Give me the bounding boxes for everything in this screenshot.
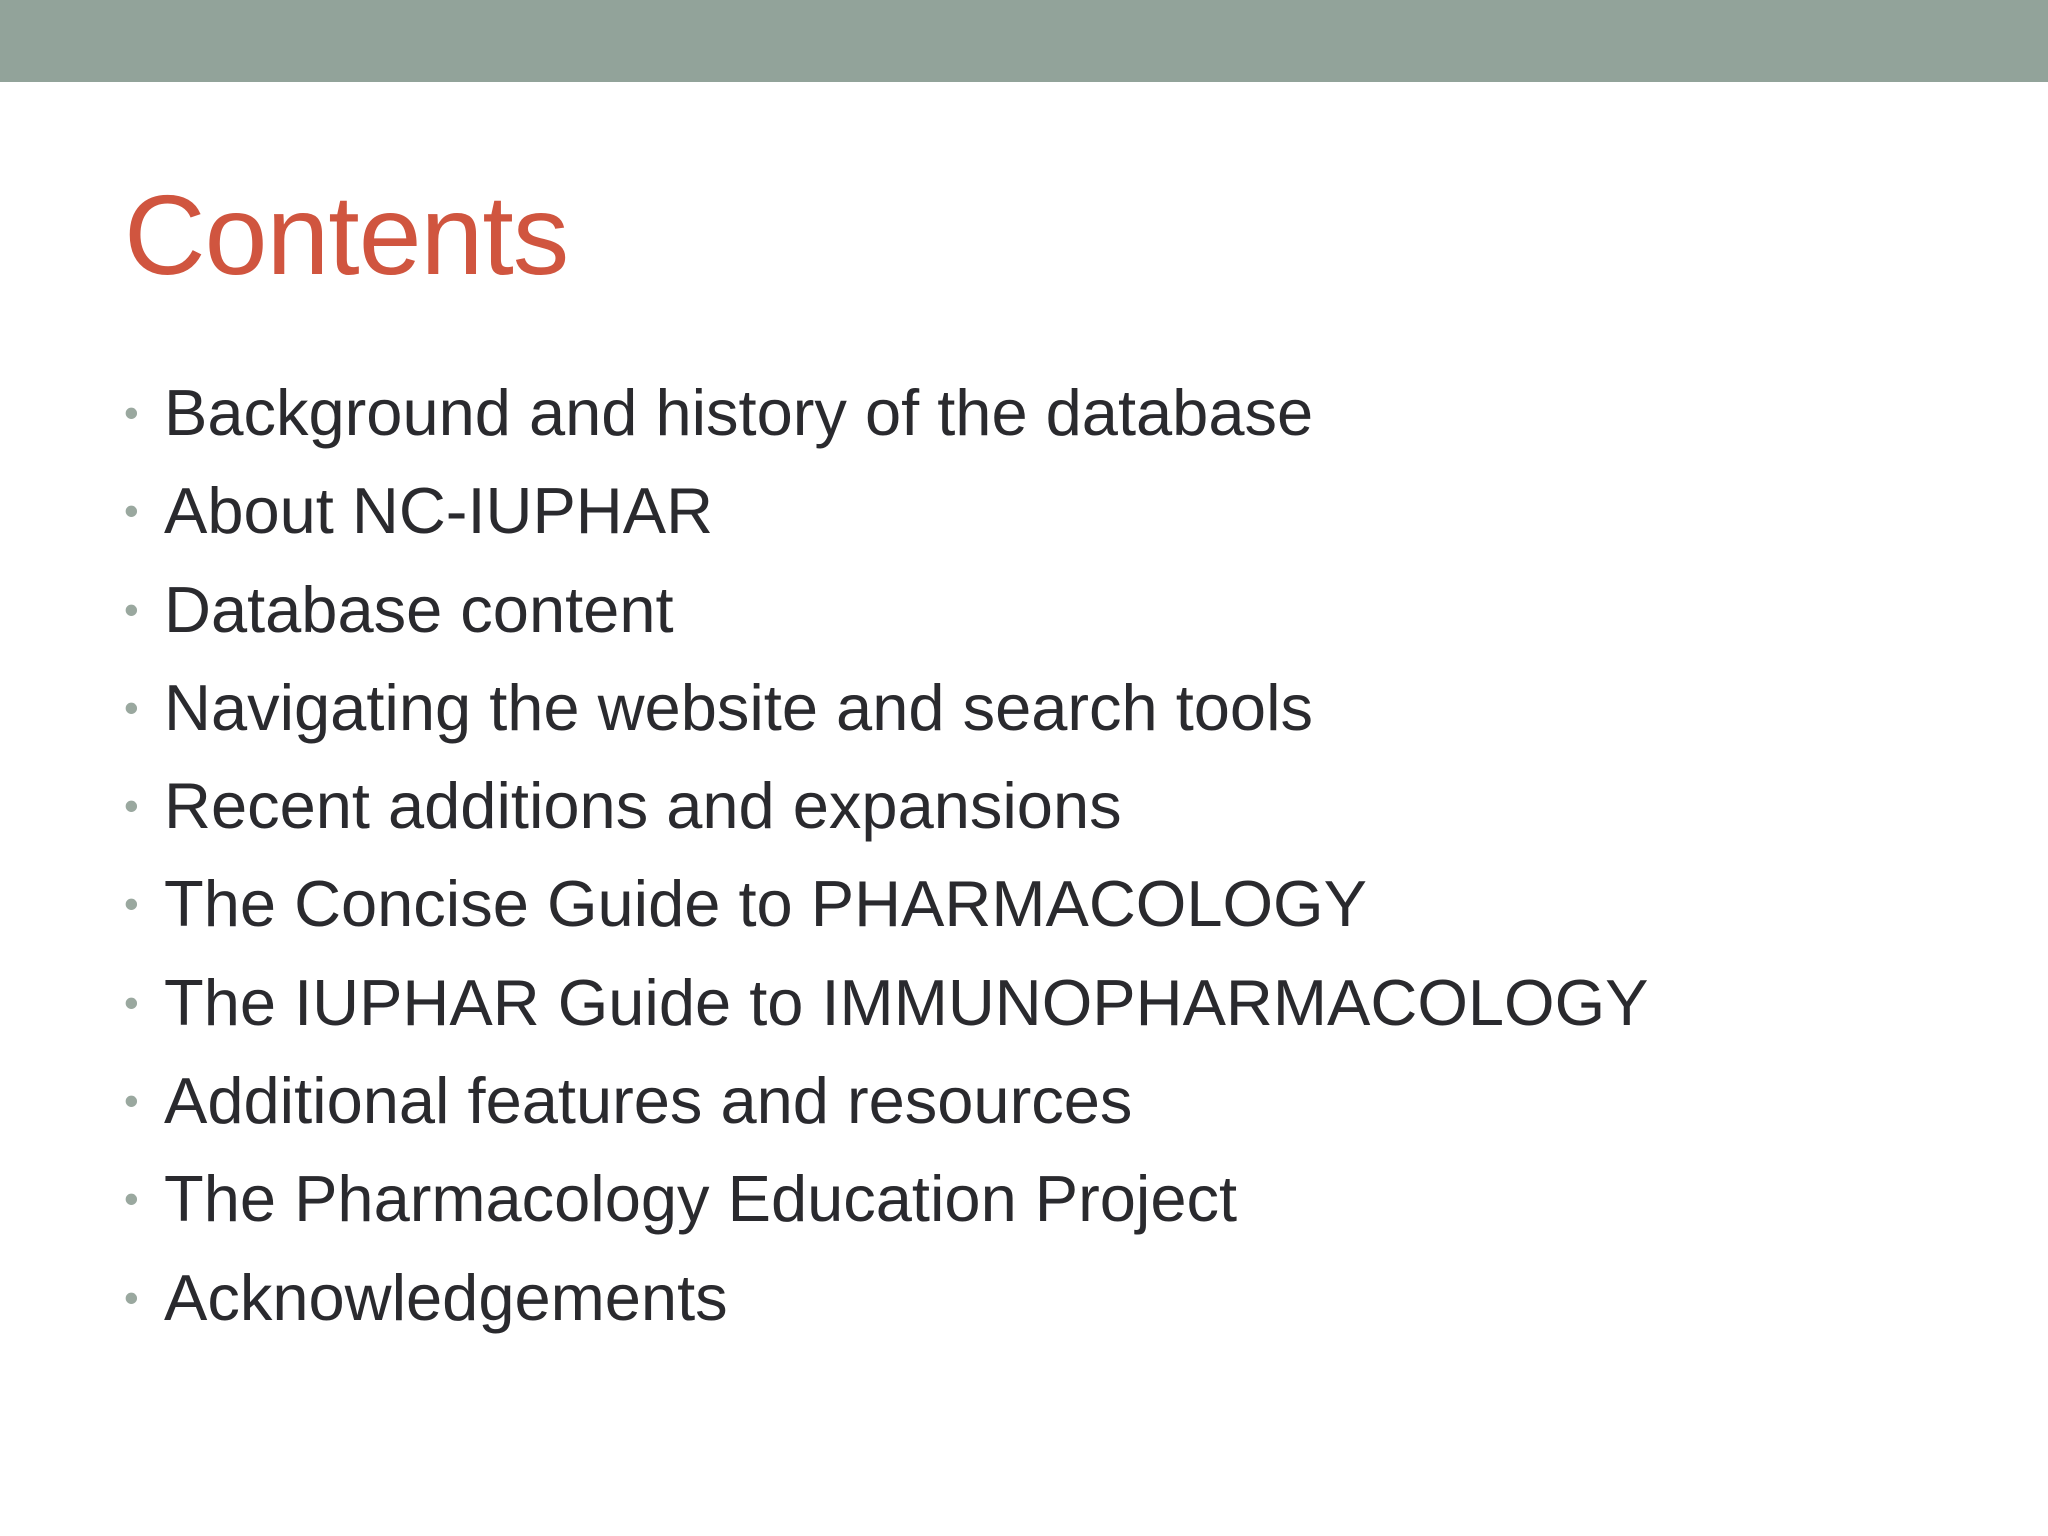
list-item-text: Background and history of the database xyxy=(164,376,1314,449)
bullet-icon: • xyxy=(124,978,139,1026)
list-item-text: Additional features and resources xyxy=(164,1064,1133,1138)
slide-title: Contents xyxy=(124,172,569,298)
bullet-icon: • xyxy=(124,1273,139,1321)
bullet-icon: • xyxy=(124,585,139,633)
list-item-text: About NC-IUPHAR xyxy=(164,474,714,548)
list-item-text: The IUPHAR Guide to IMMUNOPHARMACOLOGY xyxy=(164,965,1649,1039)
bullet-icon: • xyxy=(124,782,139,830)
list-item-text: Navigating the website and search tools xyxy=(164,670,1314,744)
bullet-icon: • xyxy=(124,389,139,436)
bullet-icon: • xyxy=(124,683,139,731)
list-item-text: Recent additions and expansions xyxy=(164,769,1122,843)
bullet-icon: • xyxy=(124,1077,139,1125)
bullet-icon: • xyxy=(124,880,139,928)
list-item-text: Database content xyxy=(164,572,674,646)
list-item-text: The Concise Guide to PHARMACOLOGY xyxy=(164,867,1367,941)
header-bar xyxy=(0,0,2048,82)
list-item-text: Acknowledgements xyxy=(164,1260,728,1334)
bullet-icon: • xyxy=(124,1175,139,1223)
list-item-text: The Pharmacology Education Project xyxy=(164,1162,1238,1236)
bullet-icon: • xyxy=(124,487,139,535)
